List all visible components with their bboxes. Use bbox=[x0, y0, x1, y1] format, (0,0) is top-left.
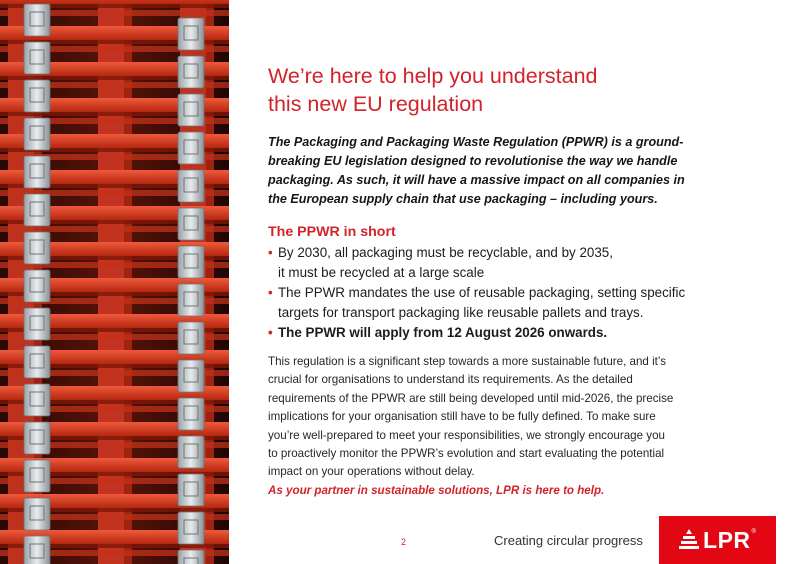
registered-mark: ® bbox=[751, 529, 756, 535]
intro-line: packaging. As such, it will have a massive impact on all companies in bbox=[268, 173, 685, 187]
metal-tag bbox=[24, 156, 50, 188]
metal-tag bbox=[24, 384, 50, 416]
body-line: impact on your operations without delay. bbox=[268, 465, 475, 479]
bullet-item bbox=[268, 323, 738, 343]
logo-text: LPR bbox=[703, 526, 751, 553]
bullet-line: it must be recycled at a large scale bbox=[278, 265, 485, 280]
body-line: you’re well-prepared to meet your responsibilities, we strongly encourage you bbox=[268, 428, 665, 442]
bullet-list bbox=[268, 243, 738, 343]
metal-tag bbox=[24, 194, 50, 226]
section-heading: The PPWR in short bbox=[268, 224, 396, 240]
metal-tag bbox=[24, 460, 50, 492]
footer-tagline: Creating circular progress bbox=[494, 533, 643, 548]
metal-tag bbox=[178, 436, 204, 468]
body-line: implications for your organisation still have to be fully defined. To make sure bbox=[268, 410, 656, 424]
metal-tag bbox=[178, 550, 204, 564]
metal-tag bbox=[24, 270, 50, 302]
lpr-logo bbox=[659, 516, 776, 564]
bullet-icon: • bbox=[268, 285, 273, 300]
metal-tag bbox=[178, 56, 204, 88]
pallet-tree-icon bbox=[679, 528, 699, 552]
bullet-icon: • bbox=[268, 325, 273, 340]
intro-paragraph bbox=[268, 133, 738, 209]
main-content bbox=[268, 62, 738, 500]
closing-statement: As your partner in sustainable solutions, LPR is here to help. bbox=[268, 483, 605, 497]
body-line: requirements of the PPWR are still being developed until mid-2026, the precise bbox=[268, 391, 674, 405]
intro-line: the European supply chain that use packaging – including yours. bbox=[268, 192, 658, 206]
metal-tag bbox=[178, 360, 204, 392]
metal-tag bbox=[24, 4, 50, 36]
page-title bbox=[268, 62, 738, 118]
bullet-item bbox=[268, 243, 738, 283]
body-line: to proactively monitor the PPWR’s evolution and start evaluating the potential bbox=[268, 447, 665, 461]
bullet-item bbox=[268, 283, 738, 323]
metal-tag bbox=[178, 132, 204, 164]
metal-tag bbox=[24, 80, 50, 112]
bullet-line: By 2030, all packaging must be recyclable, and by 2035, bbox=[278, 245, 613, 260]
metal-tag bbox=[178, 18, 204, 50]
body-line: crucial for organisations to understand its requirements. As the detailed bbox=[268, 373, 633, 387]
metal-tag bbox=[178, 474, 204, 506]
metal-tag bbox=[24, 346, 50, 378]
intro-line: The Packaging and Packaging Waste Regulation (PPWR) is a ground- bbox=[268, 135, 684, 149]
metal-tag bbox=[178, 284, 204, 316]
metal-tag bbox=[24, 536, 50, 564]
body-line: This regulation is a significant step towards a more sustainable future, and it’s bbox=[268, 355, 667, 368]
metal-tag bbox=[178, 246, 204, 278]
metal-tag bbox=[24, 422, 50, 454]
page-number: 2 bbox=[401, 537, 407, 547]
metal-tag bbox=[178, 208, 204, 240]
body-paragraph bbox=[268, 353, 738, 482]
metal-tag bbox=[24, 118, 50, 150]
metal-tag bbox=[178, 398, 204, 430]
metal-tag bbox=[178, 322, 204, 354]
metal-tag bbox=[178, 512, 204, 544]
metal-tag bbox=[24, 232, 50, 264]
metal-tag bbox=[178, 170, 204, 202]
bullet-line: targets for transport packaging like reusable pallets and trays. bbox=[278, 305, 644, 320]
metal-tag bbox=[24, 308, 50, 340]
pallet-board bbox=[0, 0, 229, 4]
metal-tag bbox=[178, 94, 204, 126]
metal-tag bbox=[24, 498, 50, 530]
metal-tag bbox=[24, 42, 50, 74]
page-title-line: We’re here to help you understand bbox=[268, 64, 598, 88]
page-title-line: this new EU regulation bbox=[268, 92, 484, 116]
bullet-icon: • bbox=[268, 245, 273, 260]
pallet-stack-photo bbox=[0, 0, 229, 564]
bullet-line: The PPWR will apply from 12 August 2026 onwards. bbox=[278, 325, 608, 340]
pallet-stack-image bbox=[0, 0, 229, 564]
intro-line: breaking EU legislation designed to revolutionise the way we handle bbox=[268, 154, 678, 168]
bullet-line: The PPWR mandates the use of reusable packaging, setting specific bbox=[278, 285, 686, 300]
